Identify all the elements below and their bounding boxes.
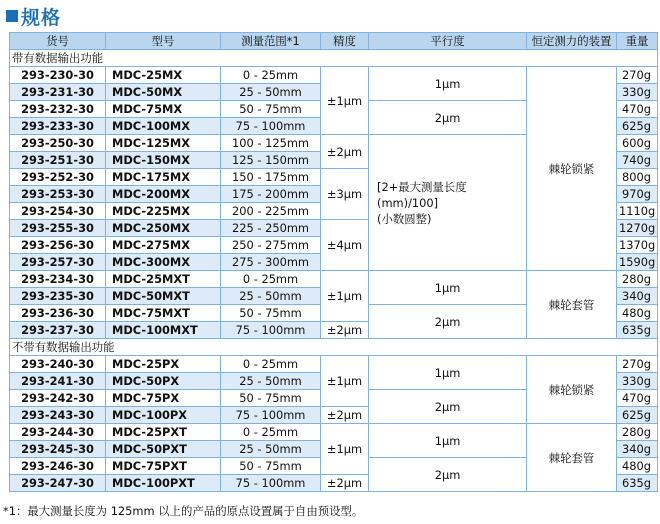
item-parallelism: 1μm	[369, 67, 527, 101]
item-weight: 340g	[617, 441, 658, 458]
item-range: 150 - 175mm	[221, 169, 321, 186]
item-weight: 800g	[617, 169, 658, 186]
item-weight: 480g	[617, 305, 658, 322]
item-weight: 340g	[617, 288, 658, 305]
title-square-icon	[6, 10, 18, 22]
item-range: 50 - 75mm	[221, 390, 321, 407]
item-weight: 1270g	[617, 220, 658, 237]
item-parallelism: 1μm	[369, 271, 527, 305]
item-code: 293-240-30	[10, 356, 106, 373]
item-weight: 635g	[617, 475, 658, 492]
item-range: 50 - 75mm	[221, 101, 321, 118]
item-model: MDC-75PX	[106, 390, 221, 407]
item-weight: 470g	[617, 390, 658, 407]
item-accuracy: ±1μm	[321, 424, 369, 475]
item-parallelism: 1μm	[369, 356, 527, 390]
item-model: MDC-75PXT	[106, 458, 221, 475]
item-parallelism: 2μm	[369, 101, 527, 135]
item-range: 200 - 225mm	[221, 203, 321, 220]
item-model: MDC-100PX	[106, 407, 221, 424]
header-code: 货号	[10, 33, 106, 50]
item-code: 293-232-30	[10, 101, 106, 118]
item-weight: 1590g	[617, 254, 658, 271]
item-range: 225 - 250mm	[221, 220, 321, 237]
item-parallelism: 2μm	[369, 390, 527, 424]
header-parallelism: 平行度	[369, 33, 527, 50]
item-accuracy: ±2μm	[321, 135, 369, 169]
table-row	[10, 356, 658, 373]
item-range: 25 - 50mm	[221, 84, 321, 101]
item-weight: 270g	[617, 356, 658, 373]
item-device: 棘轮锁紧	[527, 356, 617, 424]
item-weight: 270g	[617, 67, 658, 84]
item-model: MDC-50MXT	[106, 288, 221, 305]
item-parallelism: 1μm	[369, 424, 527, 458]
header-device: 恒定测力的装置	[527, 33, 617, 50]
section-label: 不带有数据输出功能	[10, 339, 658, 356]
item-parallelism: [2+最大测量长度(mm)/100] (小数圆整)	[369, 135, 527, 271]
item-weight: 635g	[617, 322, 658, 339]
item-weight: 600g	[617, 135, 658, 152]
item-model: MDC-50PX	[106, 373, 221, 390]
item-range: 25 - 50mm	[221, 373, 321, 390]
item-weight: 970g	[617, 186, 658, 203]
item-range: 0 - 25mm	[221, 356, 321, 373]
item-range: 50 - 75mm	[221, 458, 321, 475]
item-accuracy: ±1μm	[321, 67, 369, 135]
item-weight: 470g	[617, 101, 658, 118]
item-weight: 625g	[617, 118, 658, 135]
item-model: MDC-300MX	[106, 254, 221, 271]
item-parallelism: 2μm	[369, 458, 527, 492]
item-range: 275 - 300mm	[221, 254, 321, 271]
item-model: MDC-225MX	[106, 203, 221, 220]
header-weight: 重量	[617, 33, 658, 50]
item-code: 293-250-30	[10, 135, 106, 152]
item-range: 75 - 100mm	[221, 322, 321, 339]
item-weight: 330g	[617, 84, 658, 101]
item-range: 0 - 25mm	[221, 424, 321, 441]
item-model: MDC-100MXT	[106, 322, 221, 339]
item-model: MDC-250MX	[106, 220, 221, 237]
item-model: MDC-25MX	[106, 67, 221, 84]
item-code: 293-255-30	[10, 220, 106, 237]
item-code: 293-246-30	[10, 458, 106, 475]
item-range: 0 - 25mm	[221, 271, 321, 288]
item-model: MDC-150MX	[106, 152, 221, 169]
item-accuracy: ±3μm	[321, 169, 369, 220]
item-code: 293-233-30	[10, 118, 106, 135]
item-parallelism: 2μm	[369, 305, 527, 339]
item-model: MDC-75MX	[106, 101, 221, 118]
item-code: 293-243-30	[10, 407, 106, 424]
header-accuracy: 精度	[321, 33, 369, 50]
item-model: MDC-25MXT	[106, 271, 221, 288]
item-model: MDC-175MX	[106, 169, 221, 186]
item-weight: 480g	[617, 458, 658, 475]
item-range: 25 - 50mm	[221, 441, 321, 458]
item-weight: 1110g	[617, 203, 658, 220]
item-weight: 330g	[617, 373, 658, 390]
section-title	[6, 2, 61, 30]
item-code: 293-251-30	[10, 152, 106, 169]
item-weight: 280g	[617, 271, 658, 288]
item-device: 棘轮锁紧	[527, 67, 617, 271]
item-range: 250 - 275mm	[221, 237, 321, 254]
item-model: MDC-75MXT	[106, 305, 221, 322]
item-weight: 625g	[617, 407, 658, 424]
item-device: 棘轮套管	[527, 271, 617, 339]
spec-table	[9, 32, 658, 492]
item-range: 25 - 50mm	[221, 288, 321, 305]
item-code: 293-234-30	[10, 271, 106, 288]
item-weight: 1370g	[617, 237, 658, 254]
item-code: 293-245-30	[10, 441, 106, 458]
item-model: MDC-100PXT	[106, 475, 221, 492]
item-range: 125 - 150mm	[221, 152, 321, 169]
table-row	[10, 424, 658, 441]
item-model: MDC-25PXT	[106, 424, 221, 441]
item-accuracy: ±2μm	[321, 475, 369, 492]
section-row	[10, 50, 658, 67]
item-model: MDC-100MX	[106, 118, 221, 135]
table-row	[10, 67, 658, 84]
table-row	[10, 271, 658, 288]
item-model: MDC-50MX	[106, 84, 221, 101]
item-accuracy: ±4μm	[321, 220, 369, 271]
item-code: 293-247-30	[10, 475, 106, 492]
item-accuracy: ±1μm	[321, 271, 369, 322]
item-accuracy: ±1μm	[321, 356, 369, 407]
item-weight: 740g	[617, 152, 658, 169]
item-range: 50 - 75mm	[221, 305, 321, 322]
footnote: *1：最大测量长度为 125mm 以上的产品的原点设置属于自由预设型。	[3, 504, 364, 518]
header-model: 型号	[106, 33, 221, 50]
item-range: 100 - 125mm	[221, 135, 321, 152]
item-code: 293-235-30	[10, 288, 106, 305]
header-range: 测量范围*1	[221, 33, 321, 50]
item-code: 293-256-30	[10, 237, 106, 254]
item-model: MDC-25PX	[106, 356, 221, 373]
item-code: 293-231-30	[10, 84, 106, 101]
item-model: MDC-275MX	[106, 237, 221, 254]
item-accuracy: ±2μm	[321, 322, 369, 339]
item-range: 75 - 100mm	[221, 118, 321, 135]
item-model: MDC-125MX	[106, 135, 221, 152]
item-code: 293-252-30	[10, 169, 106, 186]
item-code: 293-241-30	[10, 373, 106, 390]
section-label: 带有数据输出功能	[10, 50, 658, 67]
item-code: 293-237-30	[10, 322, 106, 339]
item-range: 0 - 25mm	[221, 67, 321, 84]
item-code: 293-257-30	[10, 254, 106, 271]
item-code: 293-230-30	[10, 67, 106, 84]
item-range: 175 - 200mm	[221, 186, 321, 203]
item-accuracy: ±2μm	[321, 407, 369, 424]
item-code: 293-253-30	[10, 186, 106, 203]
item-model: MDC-200MX	[106, 186, 221, 203]
item-code: 293-244-30	[10, 424, 106, 441]
item-range: 75 - 100mm	[221, 407, 321, 424]
section-row	[10, 339, 658, 356]
page-title: 规格	[21, 6, 62, 29]
item-code: 293-254-30	[10, 203, 106, 220]
table-header-row	[10, 33, 658, 50]
item-model: MDC-50PXT	[106, 441, 221, 458]
item-range: 75 - 100mm	[221, 475, 321, 492]
item-weight: 280g	[617, 424, 658, 441]
item-device: 棘轮套管	[527, 424, 617, 492]
item-code: 293-236-30	[10, 305, 106, 322]
item-code: 293-242-30	[10, 390, 106, 407]
